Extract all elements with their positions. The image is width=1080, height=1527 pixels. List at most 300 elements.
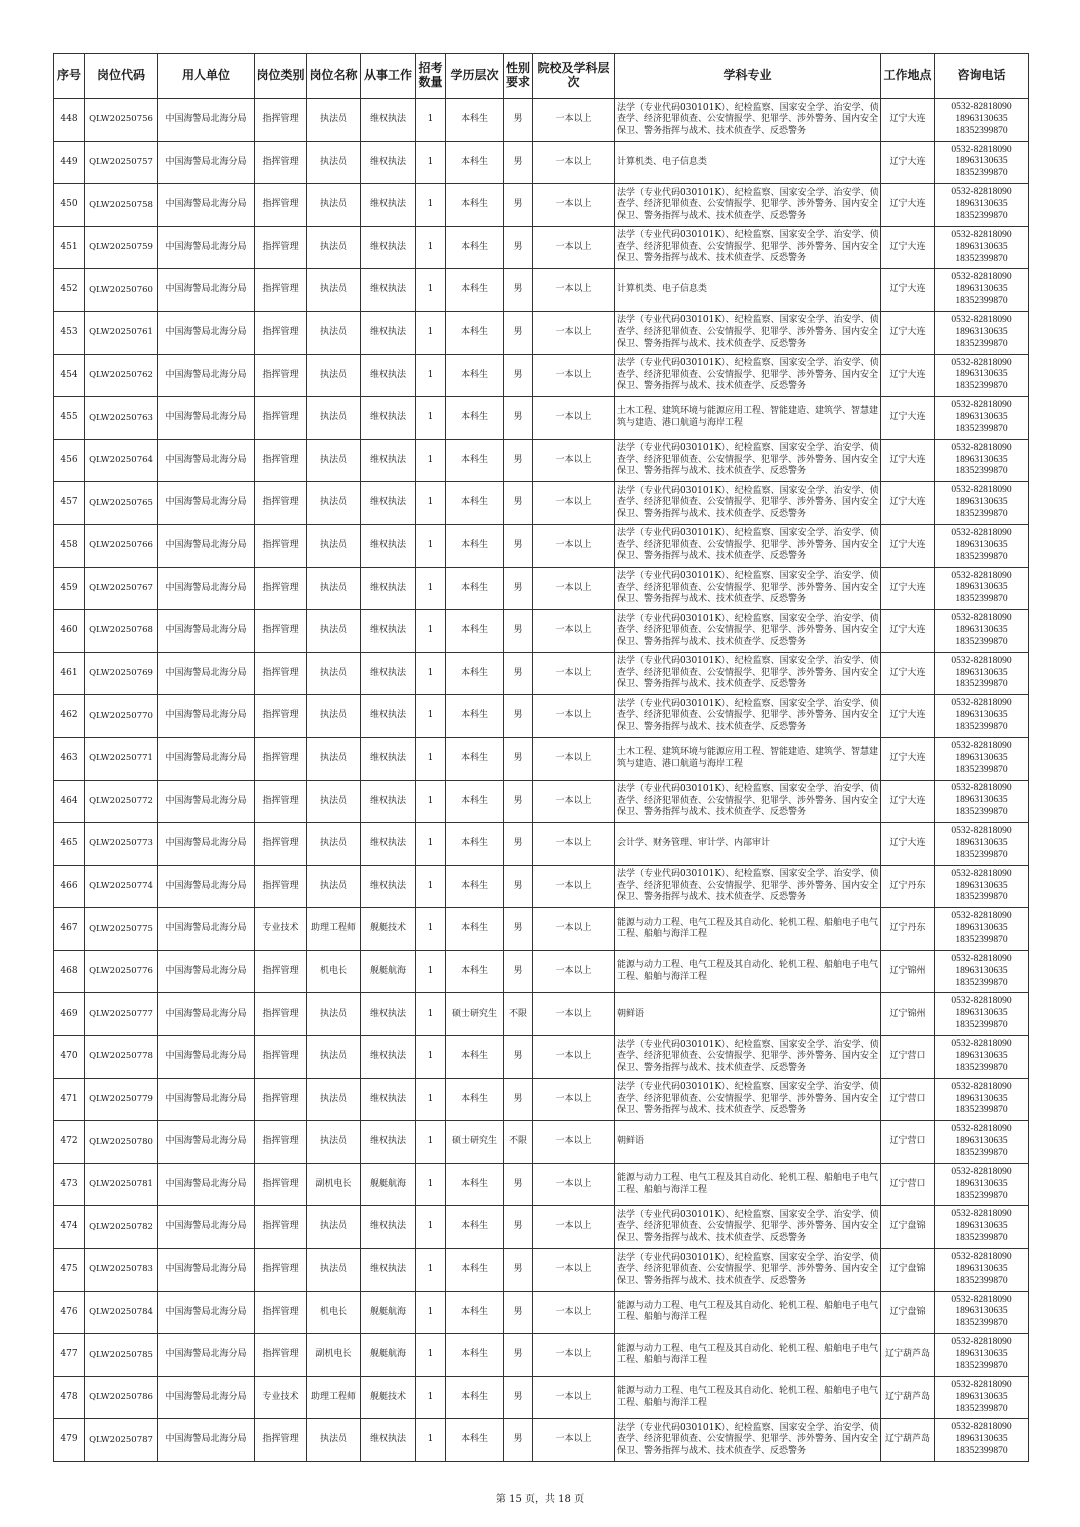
- cell-employer: 中国海警局北海分局: [158, 737, 255, 780]
- table-row: [54, 141, 1029, 184]
- cell-post-code: QLW20250758: [85, 184, 158, 227]
- table-row: [54, 354, 1029, 397]
- cell-gender: 男: [504, 610, 533, 653]
- cell-post-name: 执法员: [307, 1036, 361, 1079]
- cell-gender: 男: [504, 184, 533, 227]
- cell-education: 本科生: [446, 865, 504, 908]
- cell-work-type: 维权执法: [361, 652, 416, 695]
- cell-education: 本科生: [446, 1334, 504, 1377]
- cell-post-code: QLW20250775: [85, 908, 158, 951]
- cell-post-code: QLW20250765: [85, 482, 158, 525]
- cell-major: 法学（专业代码030101K）、纪检监察、国家安全学、治安学、侦查学、经济犯罪侦查、公安情报学、犯罪学、涉外警务、国内安全保卫、警务指挥与战术、技术侦查学、反恐警务: [615, 524, 881, 567]
- cell-school-level: 一本以上: [533, 908, 615, 951]
- cell-education: 本科生: [446, 610, 504, 653]
- cell-employer: 中国海警局北海分局: [158, 354, 255, 397]
- cell-post-category: 指挥管理: [255, 1206, 307, 1249]
- cell-seq: 474: [54, 1206, 85, 1249]
- cell-education: 本科生: [446, 695, 504, 738]
- cell-gender: 男: [504, 269, 533, 312]
- cell-gender: 男: [504, 1206, 533, 1249]
- cell-gender: 男: [504, 695, 533, 738]
- table-row: [54, 908, 1029, 951]
- cell-education: 本科生: [446, 1419, 504, 1462]
- cell-education: 本科生: [446, 524, 504, 567]
- cell-location: 辽宁大连: [881, 567, 935, 610]
- cell-seq: 450: [54, 184, 85, 227]
- cell-school-level: 一本以上: [533, 1291, 615, 1334]
- cell-seq: 464: [54, 780, 85, 823]
- cell-location: 辽宁大连: [881, 397, 935, 440]
- table-row: [54, 269, 1029, 312]
- cell-seq: 479: [54, 1419, 85, 1462]
- cell-post-code: QLW20250774: [85, 865, 158, 908]
- cell-gender: 男: [504, 524, 533, 567]
- cell-major: 朝鲜语: [615, 993, 881, 1036]
- cell-post-name: 执法员: [307, 1206, 361, 1249]
- cell-major: 法学（专业代码030101K）、纪检监察、国家安全学、治安学、侦查学、经济犯罪侦查、公安情报学、犯罪学、涉外警务、国内安全保卫、警务指挥与战术、技术侦查学、反恐警务: [615, 610, 881, 653]
- table-row: [54, 226, 1029, 269]
- cell-work-type: 舰艇航海: [361, 1291, 416, 1334]
- cell-school-level: 一本以上: [533, 439, 615, 482]
- cell-location: 辽宁大连: [881, 99, 935, 142]
- cell-education: 本科生: [446, 269, 504, 312]
- cell-work-type: 舰艇航海: [361, 1334, 416, 1377]
- cell-school-level: 一本以上: [533, 695, 615, 738]
- cell-employer: 中国海警局北海分局: [158, 226, 255, 269]
- cell-work-type: 维权执法: [361, 311, 416, 354]
- cell-quota: 1: [416, 1291, 446, 1334]
- cell-post-category: 指挥管理: [255, 1163, 307, 1206]
- cell-post-category: 专业技术: [255, 908, 307, 951]
- cell-school-level: 一本以上: [533, 567, 615, 610]
- cell-location: 辽宁大连: [881, 439, 935, 482]
- cell-employer: 中国海警局北海分局: [158, 524, 255, 567]
- cell-quota: 1: [416, 311, 446, 354]
- cell-post-code: QLW20250776: [85, 950, 158, 993]
- cell-seq: 453: [54, 311, 85, 354]
- cell-quota: 1: [416, 1206, 446, 1249]
- cell-seq: 466: [54, 865, 85, 908]
- cell-post-code: QLW20250762: [85, 354, 158, 397]
- cell-work-type: 维权执法: [361, 865, 416, 908]
- cell-gender: 男: [504, 737, 533, 780]
- cell-gender: 男: [504, 226, 533, 269]
- cell-work-type: 维权执法: [361, 269, 416, 312]
- cell-education: 本科生: [446, 780, 504, 823]
- cell-seq: 470: [54, 1036, 85, 1079]
- table-row: [54, 1206, 1029, 1249]
- cell-phone: 0532-82818090 18963130635 18352399870: [935, 482, 1029, 525]
- cell-major: 法学（专业代码030101K）、纪检监察、国家安全学、治安学、侦查学、经济犯罪侦查、公安情报学、犯罪学、涉外警务、国内安全保卫、警务指挥与战术、技术侦查学、反恐警务: [615, 1078, 881, 1121]
- cell-location: 辽宁大连: [881, 780, 935, 823]
- cell-post-code: QLW20250784: [85, 1291, 158, 1334]
- cell-location: 辽宁大连: [881, 141, 935, 184]
- cell-post-category: 指挥管理: [255, 1249, 307, 1292]
- cell-phone: 0532-82818090 18963130635 18352399870: [935, 184, 1029, 227]
- cell-post-name: 执法员: [307, 439, 361, 482]
- cell-work-type: 维权执法: [361, 1078, 416, 1121]
- header-post-category: 岗位类别: [255, 54, 307, 99]
- cell-work-type: 舰艇航海: [361, 1163, 416, 1206]
- cell-school-level: 一本以上: [533, 1249, 615, 1292]
- cell-post-name: 执法员: [307, 737, 361, 780]
- cell-gender: 男: [504, 141, 533, 184]
- cell-quota: 1: [416, 652, 446, 695]
- cell-phone: 0532-82818090 18963130635 18352399870: [935, 1419, 1029, 1462]
- cell-employer: 中国海警局北海分局: [158, 184, 255, 227]
- cell-post-category: 指挥管理: [255, 99, 307, 142]
- cell-seq: 468: [54, 950, 85, 993]
- cell-work-type: 维权执法: [361, 99, 416, 142]
- cell-post-name: 执法员: [307, 780, 361, 823]
- cell-seq: 465: [54, 823, 85, 866]
- cell-gender: 男: [504, 780, 533, 823]
- cell-employer: 中国海警局北海分局: [158, 439, 255, 482]
- cell-school-level: 一本以上: [533, 993, 615, 1036]
- cell-gender: 男: [504, 1078, 533, 1121]
- cell-school-level: 一本以上: [533, 780, 615, 823]
- cell-seq: 463: [54, 737, 85, 780]
- cell-gender: 男: [504, 567, 533, 610]
- cell-gender: 男: [504, 908, 533, 951]
- cell-school-level: 一本以上: [533, 1206, 615, 1249]
- cell-gender: 男: [504, 1163, 533, 1206]
- cell-post-code: QLW20250779: [85, 1078, 158, 1121]
- cell-post-name: 执法员: [307, 610, 361, 653]
- cell-seq: 454: [54, 354, 85, 397]
- cell-employer: 中国海警局北海分局: [158, 908, 255, 951]
- table-row: [54, 610, 1029, 653]
- cell-seq: 448: [54, 99, 85, 142]
- cell-post-name: 助理工程师: [307, 908, 361, 951]
- cell-post-name: 执法员: [307, 226, 361, 269]
- cell-location: 辽宁大连: [881, 695, 935, 738]
- table-row: [54, 439, 1029, 482]
- cell-work-type: 维权执法: [361, 184, 416, 227]
- cell-education: 本科生: [446, 99, 504, 142]
- cell-post-category: 指挥管理: [255, 1078, 307, 1121]
- cell-seq: 476: [54, 1291, 85, 1334]
- cell-post-category: 指挥管理: [255, 737, 307, 780]
- cell-phone: 0532-82818090 18963130635 18352399870: [935, 439, 1029, 482]
- cell-post-name: 执法员: [307, 99, 361, 142]
- cell-work-type: 维权执法: [361, 397, 416, 440]
- cell-school-level: 一本以上: [533, 99, 615, 142]
- cell-location: 辽宁葫芦岛: [881, 1334, 935, 1377]
- cell-post-code: QLW20250783: [85, 1249, 158, 1292]
- cell-post-code: QLW20250763: [85, 397, 158, 440]
- cell-education: 本科生: [446, 1249, 504, 1292]
- cell-post-code: QLW20250761: [85, 311, 158, 354]
- table-body: [54, 99, 1029, 1462]
- cell-post-category: 指挥管理: [255, 184, 307, 227]
- cell-post-category: 指挥管理: [255, 524, 307, 567]
- cell-employer: 中国海警局北海分局: [158, 1334, 255, 1377]
- cell-work-type: 维权执法: [361, 1419, 416, 1462]
- cell-post-name: 执法员: [307, 482, 361, 525]
- cell-seq: 471: [54, 1078, 85, 1121]
- cell-education: 本科生: [446, 354, 504, 397]
- cell-post-code: QLW20250781: [85, 1163, 158, 1206]
- cell-gender: 男: [504, 1334, 533, 1377]
- cell-school-level: 一本以上: [533, 1078, 615, 1121]
- cell-gender: 男: [504, 823, 533, 866]
- cell-work-type: 维权执法: [361, 1249, 416, 1292]
- header-employer: 用人单位: [158, 54, 255, 99]
- header-major: 学科专业: [615, 54, 881, 99]
- cell-gender: 男: [504, 1291, 533, 1334]
- cell-location: 辽宁营口: [881, 1036, 935, 1079]
- header-gender: 性别 要求: [504, 54, 533, 99]
- table-row: [54, 482, 1029, 525]
- cell-location: 辽宁葫芦岛: [881, 1376, 935, 1419]
- cell-work-type: 维权执法: [361, 482, 416, 525]
- cell-quota: 1: [416, 1376, 446, 1419]
- cell-location: 辽宁盘锦: [881, 1206, 935, 1249]
- cell-phone: 0532-82818090 18963130635 18352399870: [935, 524, 1029, 567]
- cell-phone: 0532-82818090 18963130635 18352399870: [935, 1036, 1029, 1079]
- cell-work-type: 维权执法: [361, 823, 416, 866]
- cell-gender: 男: [504, 950, 533, 993]
- cell-seq: 461: [54, 652, 85, 695]
- cell-employer: 中国海警局北海分局: [158, 652, 255, 695]
- table-row: [54, 1163, 1029, 1206]
- cell-phone: 0532-82818090 18963130635 18352399870: [935, 610, 1029, 653]
- table-row: [54, 823, 1029, 866]
- cell-employer: 中国海警局北海分局: [158, 950, 255, 993]
- cell-seq: 457: [54, 482, 85, 525]
- cell-post-name: 执法员: [307, 695, 361, 738]
- table-row: [54, 737, 1029, 780]
- cell-major: 法学（专业代码030101K）、纪检监察、国家安全学、治安学、侦查学、经济犯罪侦查、公安情报学、犯罪学、涉外警务、国内安全保卫、警务指挥与战术、技术侦查学、反恐警务: [615, 1249, 881, 1292]
- cell-work-type: 维权执法: [361, 1121, 416, 1164]
- cell-work-type: 维权执法: [361, 737, 416, 780]
- cell-phone: 0532-82818090 18963130635 18352399870: [935, 1291, 1029, 1334]
- cell-education: 硕士研究生: [446, 993, 504, 1036]
- cell-location: 辽宁营口: [881, 1078, 935, 1121]
- cell-quota: 1: [416, 950, 446, 993]
- cell-phone: 0532-82818090 18963130635 18352399870: [935, 1078, 1029, 1121]
- cell-school-level: 一本以上: [533, 737, 615, 780]
- cell-major: 法学（专业代码030101K）、纪检监察、国家安全学、治安学、侦查学、经济犯罪侦查、公安情报学、犯罪学、涉外警务、国内安全保卫、警务指挥与战术、技术侦查学、反恐警务: [615, 1036, 881, 1079]
- cell-post-name: 执法员: [307, 354, 361, 397]
- cell-post-category: 指挥管理: [255, 1121, 307, 1164]
- cell-quota: 1: [416, 1334, 446, 1377]
- cell-major: 法学（专业代码030101K）、纪检监察、国家安全学、治安学、侦查学、经济犯罪侦查、公安情报学、犯罪学、涉外警务、国内安全保卫、警务指挥与战术、技术侦查学、反恐警务: [615, 439, 881, 482]
- cell-post-code: QLW20250772: [85, 780, 158, 823]
- table-row: [54, 1121, 1029, 1164]
- cell-employer: 中国海警局北海分局: [158, 311, 255, 354]
- cell-major: 法学（专业代码030101K）、纪检监察、国家安全学、治安学、侦查学、经济犯罪侦查、公安情报学、犯罪学、涉外警务、国内安全保卫、警务指挥与战术、技术侦查学、反恐警务: [615, 865, 881, 908]
- cell-education: 本科生: [446, 1036, 504, 1079]
- table-row: [54, 1334, 1029, 1377]
- cell-post-code: QLW20250759: [85, 226, 158, 269]
- cell-gender: 男: [504, 99, 533, 142]
- cell-work-type: 维权执法: [361, 695, 416, 738]
- cell-quota: 1: [416, 184, 446, 227]
- cell-education: 硕士研究生: [446, 1121, 504, 1164]
- cell-location: 辽宁锦州: [881, 950, 935, 993]
- cell-post-category: 指挥管理: [255, 226, 307, 269]
- cell-seq: 462: [54, 695, 85, 738]
- table-row: [54, 1036, 1029, 1079]
- cell-phone: 0532-82818090 18963130635 18352399870: [935, 780, 1029, 823]
- cell-phone: 0532-82818090 18963130635 18352399870: [935, 311, 1029, 354]
- cell-quota: 1: [416, 141, 446, 184]
- cell-gender: 男: [504, 1419, 533, 1462]
- cell-work-type: 维权执法: [361, 524, 416, 567]
- cell-post-code: QLW20250764: [85, 439, 158, 482]
- cell-school-level: 一本以上: [533, 823, 615, 866]
- cell-gender: 不限: [504, 1121, 533, 1164]
- cell-location: 辽宁大连: [881, 737, 935, 780]
- cell-quota: 1: [416, 823, 446, 866]
- cell-location: 辽宁大连: [881, 354, 935, 397]
- table-row: [54, 993, 1029, 1036]
- cell-work-type: 维权执法: [361, 1036, 416, 1079]
- cell-post-code: QLW20250778: [85, 1036, 158, 1079]
- cell-gender: 男: [504, 652, 533, 695]
- cell-employer: 中国海警局北海分局: [158, 823, 255, 866]
- cell-post-name: 执法员: [307, 865, 361, 908]
- cell-quota: 1: [416, 567, 446, 610]
- cell-employer: 中国海警局北海分局: [158, 1419, 255, 1462]
- cell-employer: 中国海警局北海分局: [158, 865, 255, 908]
- cell-phone: 0532-82818090 18963130635 18352399870: [935, 1121, 1029, 1164]
- cell-post-code: QLW20250773: [85, 823, 158, 866]
- cell-post-category: 指挥管理: [255, 950, 307, 993]
- cell-phone: 0532-82818090 18963130635 18352399870: [935, 1249, 1029, 1292]
- cell-seq: 458: [54, 524, 85, 567]
- table-row: [54, 99, 1029, 142]
- cell-school-level: 一本以上: [533, 1419, 615, 1462]
- page-footer: 第 15 页，共 18 页: [495, 1494, 585, 1505]
- cell-employer: 中国海警局北海分局: [158, 482, 255, 525]
- cell-work-type: 舰艇技术: [361, 908, 416, 951]
- cell-location: 辽宁锦州: [881, 993, 935, 1036]
- cell-school-level: 一本以上: [533, 524, 615, 567]
- cell-post-category: 指挥管理: [255, 397, 307, 440]
- cell-post-category: 专业技术: [255, 1376, 307, 1419]
- cell-post-category: 指挥管理: [255, 823, 307, 866]
- cell-major: 能源与动力工程、电气工程及其自动化、轮机工程、船舶电子电气工程、船舶与海洋工程: [615, 1291, 881, 1334]
- cell-gender: 男: [504, 1036, 533, 1079]
- cell-major: 土木工程、建筑环境与能源应用工程、智能建造、建筑学、智慧建筑与建造、港口航道与海岸工程: [615, 737, 881, 780]
- cell-post-category: 指挥管理: [255, 482, 307, 525]
- cell-work-type: 维权执法: [361, 226, 416, 269]
- cell-post-category: 指挥管理: [255, 141, 307, 184]
- cell-education: 本科生: [446, 1078, 504, 1121]
- cell-quota: 1: [416, 865, 446, 908]
- cell-school-level: 一本以上: [533, 269, 615, 312]
- cell-post-category: 指挥管理: [255, 354, 307, 397]
- cell-employer: 中国海警局北海分局: [158, 1376, 255, 1419]
- cell-major: 法学（专业代码030101K）、纪检监察、国家安全学、治安学、侦查学、经济犯罪侦查、公安情报学、犯罪学、涉外警务、国内安全保卫、警务指挥与战术、技术侦查学、反恐警务: [615, 226, 881, 269]
- cell-phone: 0532-82818090 18963130635 18352399870: [935, 567, 1029, 610]
- cell-quota: 1: [416, 99, 446, 142]
- cell-school-level: 一本以上: [533, 652, 615, 695]
- cell-phone: 0532-82818090 18963130635 18352399870: [935, 226, 1029, 269]
- cell-employer: 中国海警局北海分局: [158, 269, 255, 312]
- cell-post-category: 指挥管理: [255, 780, 307, 823]
- cell-employer: 中国海警局北海分局: [158, 1078, 255, 1121]
- cell-education: 本科生: [446, 823, 504, 866]
- cell-post-code: QLW20250782: [85, 1206, 158, 1249]
- cell-post-category: 指挥管理: [255, 1291, 307, 1334]
- cell-seq: 467: [54, 908, 85, 951]
- cell-major: 法学（专业代码030101K）、纪检监察、国家安全学、治安学、侦查学、经济犯罪侦查、公安情报学、犯罪学、涉外警务、国内安全保卫、警务指挥与战术、技术侦查学、反恐警务: [615, 99, 881, 142]
- header-seq: 序号: [54, 54, 85, 99]
- cell-education: 本科生: [446, 737, 504, 780]
- cell-employer: 中国海警局北海分局: [158, 1121, 255, 1164]
- cell-major: 朝鲜语: [615, 1121, 881, 1164]
- cell-major: 能源与动力工程、电气工程及其自动化、轮机工程、船舶电子电气工程、船舶与海洋工程: [615, 1376, 881, 1419]
- cell-school-level: 一本以上: [533, 184, 615, 227]
- cell-employer: 中国海警局北海分局: [158, 1036, 255, 1079]
- cell-location: 辽宁丹东: [881, 865, 935, 908]
- cell-quota: 1: [416, 482, 446, 525]
- cell-quota: 1: [416, 908, 446, 951]
- cell-location: 辽宁葫芦岛: [881, 1419, 935, 1462]
- cell-post-code: QLW20250786: [85, 1376, 158, 1419]
- cell-seq: 473: [54, 1163, 85, 1206]
- cell-school-level: 一本以上: [533, 950, 615, 993]
- cell-major: 能源与动力工程、电气工程及其自动化、轮机工程、船舶电子电气工程、船舶与海洋工程: [615, 908, 881, 951]
- cell-seq: 460: [54, 610, 85, 653]
- cell-location: 辽宁大连: [881, 524, 935, 567]
- table-row: [54, 865, 1029, 908]
- cell-education: 本科生: [446, 652, 504, 695]
- cell-education: 本科生: [446, 482, 504, 525]
- cell-employer: 中国海警局北海分局: [158, 610, 255, 653]
- cell-gender: 男: [504, 482, 533, 525]
- cell-school-level: 一本以上: [533, 354, 615, 397]
- table-row: [54, 524, 1029, 567]
- cell-post-category: 指挥管理: [255, 567, 307, 610]
- cell-school-level: 一本以上: [533, 311, 615, 354]
- cell-post-category: 指挥管理: [255, 610, 307, 653]
- header-education: 学历层次: [446, 54, 504, 99]
- cell-quota: 1: [416, 269, 446, 312]
- cell-location: 辽宁营口: [881, 1121, 935, 1164]
- cell-location: 辽宁大连: [881, 311, 935, 354]
- table-row: [54, 397, 1029, 440]
- cell-school-level: 一本以上: [533, 1121, 615, 1164]
- cell-employer: 中国海警局北海分局: [158, 397, 255, 440]
- cell-phone: 0532-82818090 18963130635 18352399870: [935, 1206, 1029, 1249]
- cell-post-code: QLW20250787: [85, 1419, 158, 1462]
- cell-major: 法学（专业代码030101K）、纪检监察、国家安全学、治安学、侦查学、经济犯罪侦查、公安情报学、犯罪学、涉外警务、国内安全保卫、警务指挥与战术、技术侦查学、反恐警务: [615, 311, 881, 354]
- cell-gender: 男: [504, 354, 533, 397]
- cell-employer: 中国海警局北海分局: [158, 99, 255, 142]
- cell-phone: 0532-82818090 18963130635 18352399870: [935, 99, 1029, 142]
- cell-work-type: 维权执法: [361, 993, 416, 1036]
- cell-seq: 455: [54, 397, 85, 440]
- cell-education: 本科生: [446, 184, 504, 227]
- cell-post-code: QLW20250768: [85, 610, 158, 653]
- cell-seq: 456: [54, 439, 85, 482]
- cell-location: 辽宁大连: [881, 823, 935, 866]
- cell-gender: 男: [504, 311, 533, 354]
- cell-post-code: QLW20250769: [85, 652, 158, 695]
- cell-gender: 男: [504, 397, 533, 440]
- cell-major: 能源与动力工程、电气工程及其自动化、轮机工程、船舶电子电气工程、船舶与海洋工程: [615, 950, 881, 993]
- cell-quota: 1: [416, 610, 446, 653]
- cell-employer: 中国海警局北海分局: [158, 1163, 255, 1206]
- cell-employer: 中国海警局北海分局: [158, 141, 255, 184]
- cell-quota: 1: [416, 524, 446, 567]
- cell-major: 土木工程、建筑环境与能源应用工程、智能建造、建筑学、智慧建筑与建造、港口航道与海岸工程: [615, 397, 881, 440]
